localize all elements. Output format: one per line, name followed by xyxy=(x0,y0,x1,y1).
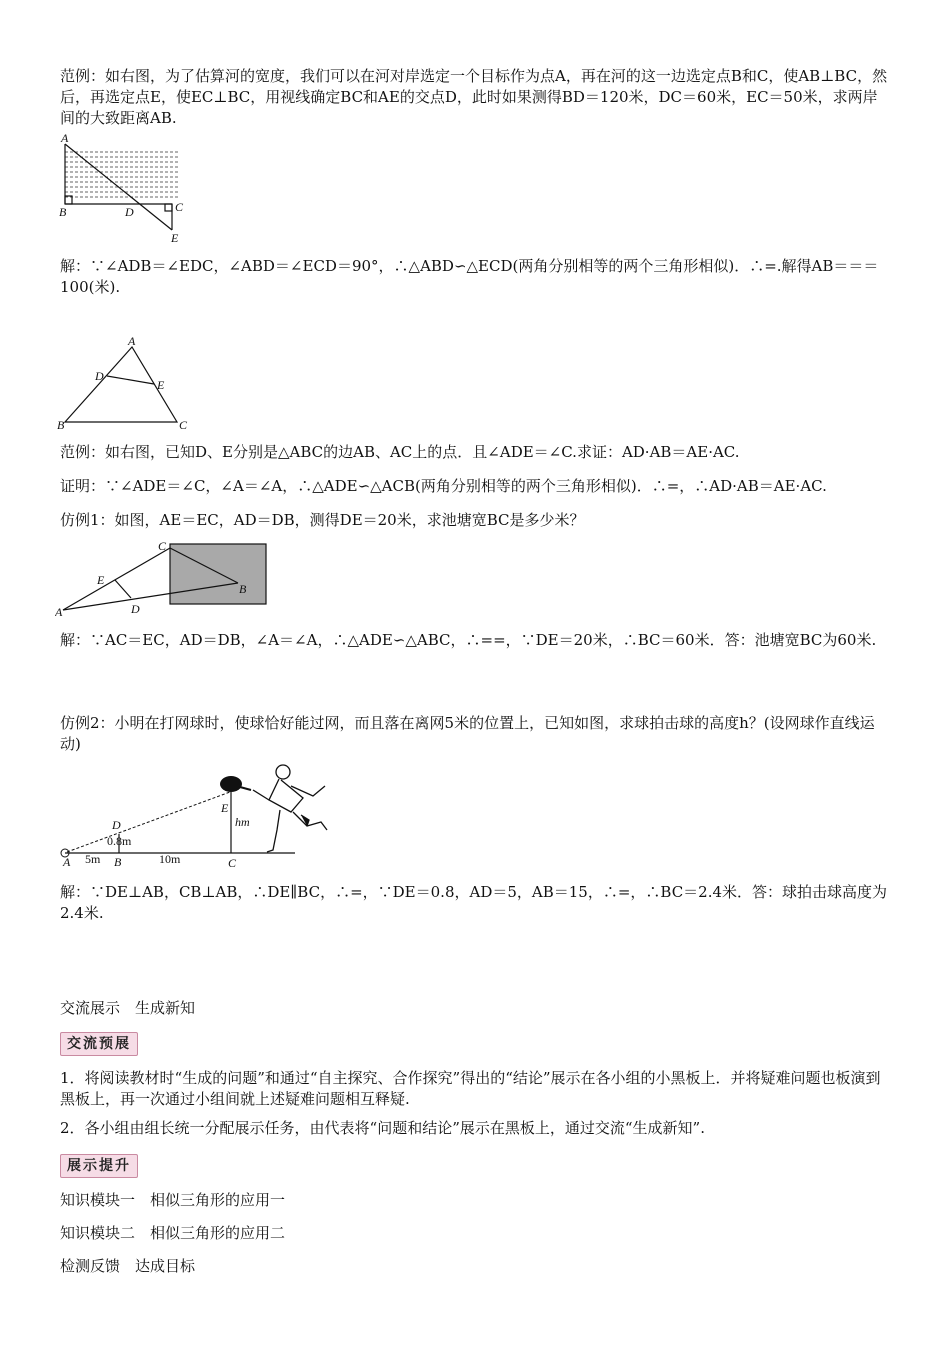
label-d: D xyxy=(131,602,140,616)
module-2: 知识模块二 相似三角形的应用二 xyxy=(60,1224,286,1242)
badge-exchange-preview: 交流预展 xyxy=(60,1032,138,1056)
example1-problem: 范例：如右图，为了估算河的宽度，我们可以在河对岸选定一个目标作为点A，再在河的这一边选定点B和C，使AB⊥BC，然后，再选定点E，使EC⊥BC，用视线确定BC和AE的交点D，此时如果测得BD＝120米，DC＝60米，EC＝50米，求两岸间的大致距离AB. xyxy=(60,67,888,127)
label-e: E xyxy=(221,801,229,815)
label-c: C xyxy=(179,418,188,432)
label-a: A xyxy=(128,335,136,348)
label-a: A xyxy=(61,131,69,145)
list-item-2: 2．各小组由组长统一分配展示任务，由代表将“问题和结论”展示在黑板上，通过交流“生成新知”. xyxy=(60,1119,705,1137)
label-b: B xyxy=(59,205,67,219)
label-e: E xyxy=(171,231,179,245)
label-d: D xyxy=(125,205,134,219)
label-5m: 5m xyxy=(85,852,101,866)
label-d: D xyxy=(112,818,121,832)
list-item-1: 1．将阅读教材时“生成的问题”和通过“自主探究、合作探究”得出的“结论”展示在各小组的小黑板上．并将疑难问题也板演到黑板上，再一次通过小组间就上述疑难问题相互释疑. xyxy=(60,1069,881,1108)
pond-figure xyxy=(55,538,275,620)
label-h: hm xyxy=(235,815,250,829)
label-d: D xyxy=(95,369,104,383)
label-b: B xyxy=(239,582,247,596)
label-net-height: 0.8m xyxy=(107,834,132,848)
label-e: E xyxy=(97,573,105,587)
example2-proof: 证明：∵∠ADE＝∠C，∠A＝∠A，∴△ADE∽△ACB(两角分别相等的两个三角形相似)．∴=，∴AD·AB＝AE·AC. xyxy=(60,477,827,495)
imitation1-problem: 仿例1：如图，AE＝EC，AD＝DB，测得DE＝20米，求池塘宽BC是多少米？ xyxy=(60,511,585,529)
section-title: 交流展示 生成新知 xyxy=(60,999,196,1017)
feedback-title: 检测反馈 达成目标 xyxy=(60,1257,196,1275)
imitation2-problem: 仿例2：小明在打网球时，使球恰好能过网，而且落在离网5米的位置上，已知如图，求球拍击球的高度h？(设网球作直线运动) xyxy=(60,714,875,753)
pond-rect xyxy=(170,544,266,604)
river-figure xyxy=(55,130,190,245)
imitation2-solution: 解：∵DE⊥AB，CB⊥AB，∴DE∥BC，∴=，∵DE＝0.8，AD＝5，AB＝15，∴=，∴BC＝2.4米．答：球拍击球高度为2.4米. xyxy=(60,883,888,922)
label-10m: 10m xyxy=(159,852,181,866)
label-c: C xyxy=(228,856,237,870)
example1-solution: 解：∵∠ADB＝∠EDC，∠ABD＝∠ECD＝90°，∴△ABD∽△ECD(两角分别相等的两个三角形相似)．∴=.解得AB＝＝＝100(米). xyxy=(60,257,879,296)
example2-problem: 范例：如右图，已知D、E分别是△ABC的边AB、AC上的点．且∠ADE＝∠C.求证：AD·AB＝AE·AC. xyxy=(60,443,740,461)
badge-show-improve: 展示提升 xyxy=(60,1154,138,1178)
imitation1-solution: 解：∵AC＝EC，AD＝DB，∠A＝∠A，∴△ADE∽△ABC，∴==，∵DE＝20米，∴BC＝60米．答：池塘宽BC为60米. xyxy=(60,631,877,649)
label-b: B xyxy=(57,418,65,432)
tennis-figure xyxy=(55,760,335,872)
label-a: A xyxy=(55,605,63,619)
label-c: C xyxy=(158,539,167,553)
player-figure xyxy=(253,765,327,852)
label-a: A xyxy=(63,855,71,869)
module-1: 知识模块一 相似三角形的应用一 xyxy=(60,1191,286,1209)
label-e: E xyxy=(157,378,165,392)
label-b: B xyxy=(114,855,122,869)
triangle-figure xyxy=(55,335,195,432)
label-c: C xyxy=(175,200,184,214)
